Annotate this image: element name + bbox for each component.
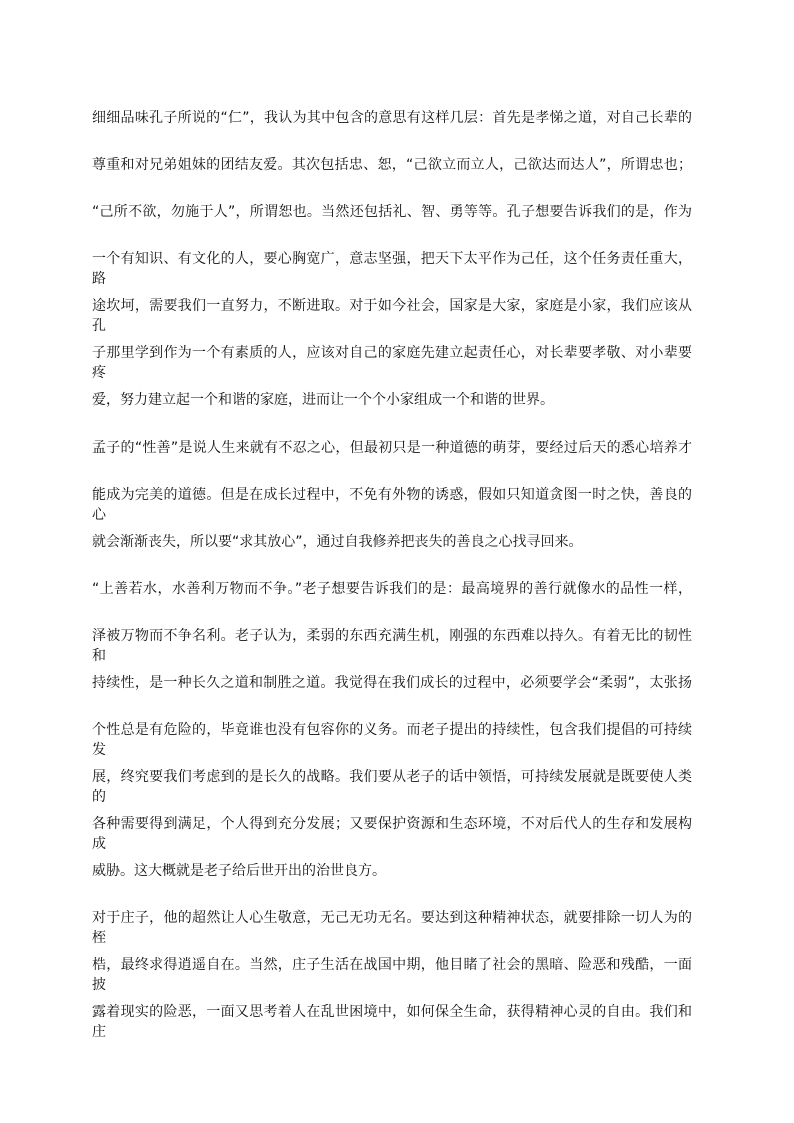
text-line: 就会渐渐丧失，所以要“求其放心”，通过自我修养把丧失的善良之心找寻回来。 bbox=[92, 534, 583, 550]
text-line: 一个有知识、有文化的人，要心胸宽广，意志坚强，把天下太平作为己任，这个任务责任重大，路 bbox=[92, 251, 692, 287]
text-line: 子那里学到作为一个有素质的人，应该对自己的家庭先建立起责任心，对长辈要孝敬、对小辈要疼 bbox=[92, 345, 692, 381]
text-line: 途坎坷，需要我们一直努力，不断进取。对于如今社会，国家是大家，家庭是小家，我们应该从孔 bbox=[92, 298, 692, 334]
text-line: 细细品味孔子所说的“仁”，我认为其中包含的意思有这样几层：首先是孝悌之道，对自己长辈的 bbox=[92, 110, 692, 126]
text-line: “己所不欲，勿施于人”，所谓恕也。当然还包括礼、智、勇等等。孔子想要告诉我们的是，作为 bbox=[92, 204, 692, 220]
text-line: 各种需要得到满足，个人得到充分发展；又要保护资源和生态环境，不对后代人的生存和发展构成 bbox=[92, 816, 692, 852]
text-line: 个性总是有危险的，毕竟谁也没有包容你的义务。而老子提出的持续性，包含我们提倡的可持续发 bbox=[92, 722, 692, 758]
text-line: “上善若水，水善利万物而不争。”老子想要告诉我们的是：最高境界的善行就像水的品性一样， bbox=[92, 581, 692, 597]
text-line: 展，终究要我们考虑到的是长久的战略。我们要从老子的话中领悟，可持续发展就是既要使人类的 bbox=[92, 769, 692, 805]
text-line: 爱，努力建立起一个和谐的家庭，进而让一个个小家组成一个和谐的世界。 bbox=[92, 392, 554, 408]
text-line: 露着现实的险恶，一面又思考着人在乱世困境中，如何保全生命，获得精神心灵的自由。我们和庄 bbox=[92, 1004, 692, 1040]
text-line: 泽被万物而不争名利。老子认为，柔弱的东西充满生机，刚强的东西难以持久。有着无比的韧性和 bbox=[92, 628, 692, 664]
text-line: 梏，最终求得逍遥自在。当然，庄子生活在战国中期，他目睹了社会的黑暗、险恶和残酷，一面披 bbox=[92, 957, 692, 993]
text-line: 持续性，是一种长久之道和制胜之道。我觉得在我们成长的过程中，必须要学会“柔弱”，太张扬 bbox=[92, 675, 692, 691]
text-line: 尊重和对兄弟姐妹的团结友爱。其次包括忠、恕，“己欲立而立人，己欲达而达人”，所谓忠也； bbox=[92, 157, 692, 173]
text-line: 孟子的“性善”是说人生来就有不忍之心，但最初只是一种道德的萌芽，要经过后天的悉心培养才 bbox=[92, 440, 692, 456]
text-line: 能成为完美的道德。但是在成长过程中，不免有外物的诱惑，假如只知道贪图一时之快，善良的心 bbox=[92, 487, 692, 523]
text-line: 对于庄子，他的超然让人心生敬意，无己无功无名。要达到这种精神状态，就要排除一切人为的桎 bbox=[92, 910, 692, 946]
text-line: 威胁。这大概就是老子给后世开出的治世良方。 bbox=[92, 863, 386, 879]
